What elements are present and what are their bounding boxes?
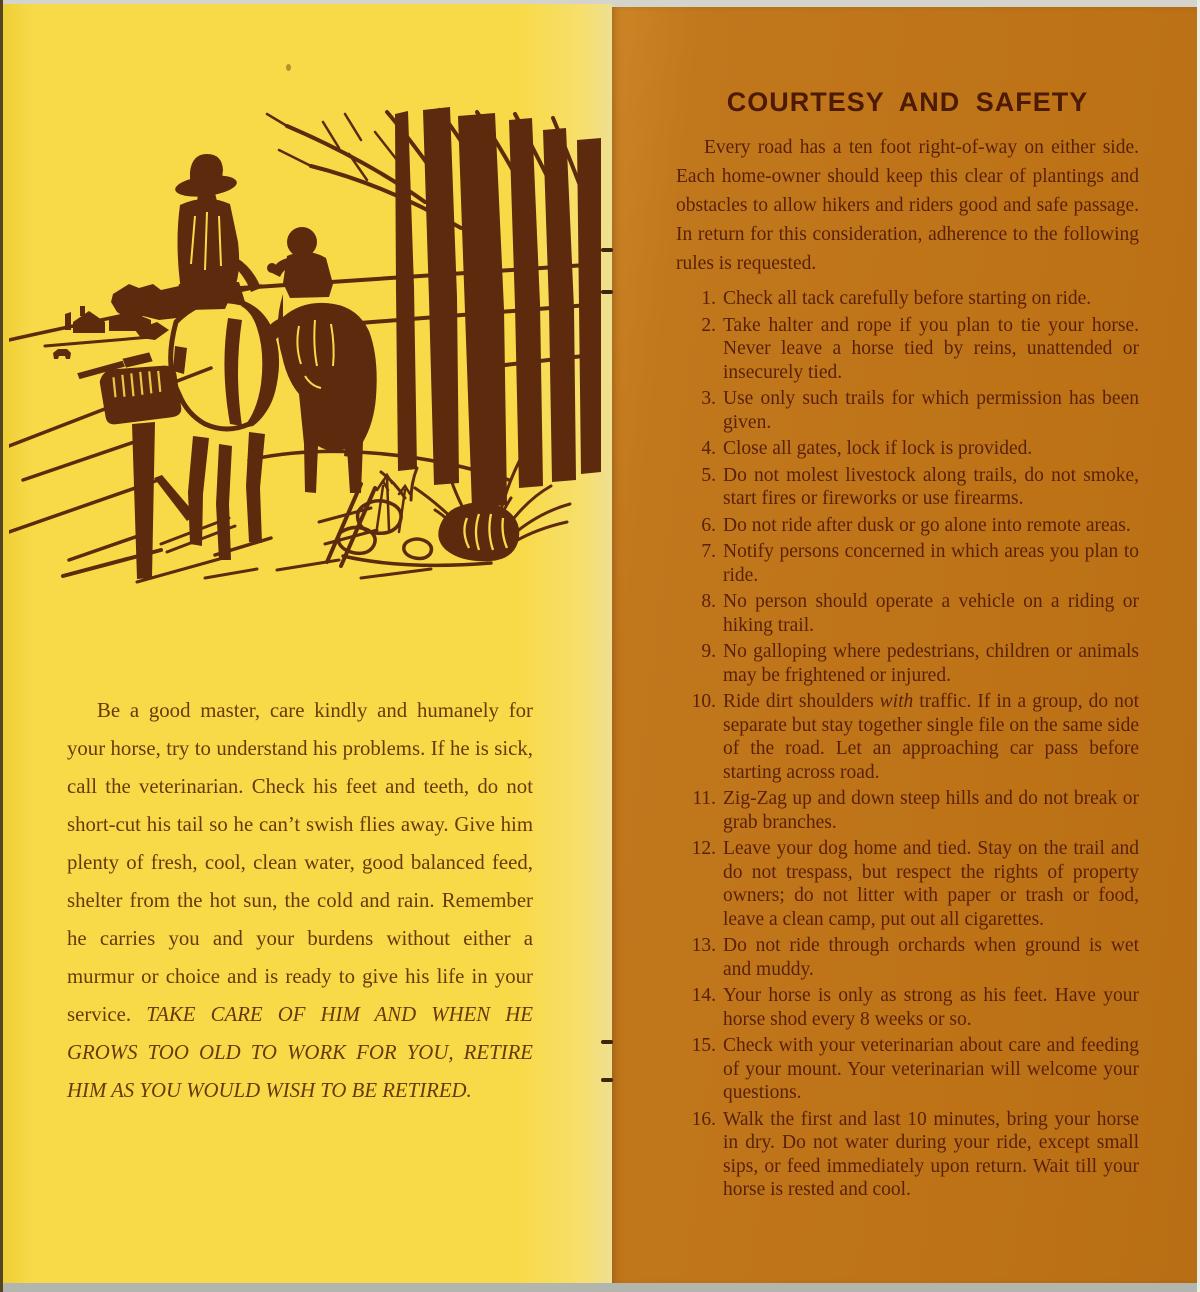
rule-text-pre: Do not molest livestock along trails, do not smoke, start fires or fireworks or use firearms. (723, 464, 1139, 509)
rule-text (723, 690, 1139, 784)
rule-number: 2. (701, 314, 716, 336)
rule-text-pre: Check with your veterinarian about care and feeding of your mount. Your veterinarian will welcome your questions. (723, 1035, 1139, 1103)
rule-text-pre: Check all tack carefully before starting on ride. (723, 288, 1092, 309)
rule-number: 10. (691, 691, 716, 712)
stirrup (173, 346, 187, 374)
second-horse (263, 294, 377, 493)
horse-care-paragraph (67, 692, 533, 1110)
ground-hash-mark (319, 484, 377, 566)
rule-text (723, 287, 1139, 311)
rule-number: 11. (692, 788, 716, 809)
spine-stitch (601, 1040, 613, 1044)
rule-text-pre: Take halter and rope if you plan to tie your horse. Never leave a horse tied by reins, unattended or insecurely tied. (723, 314, 1139, 383)
rule-item (676, 984, 1139, 1031)
rule-text (723, 464, 1139, 511)
rule-number: 15. (691, 1035, 716, 1056)
rule-text (723, 1034, 1139, 1105)
rule-item (676, 314, 1139, 385)
rule-text (723, 934, 1139, 981)
paper-speck (286, 64, 291, 71)
rule-item (676, 590, 1139, 637)
rule-number: 1. (701, 288, 716, 309)
rule-item (676, 437, 1139, 461)
rule-text (723, 514, 1139, 538)
rule-text-pre: Your horse is only as strong as his feet. Have your horse shod every 8 weeks or so. (723, 985, 1139, 1030)
rule-item (676, 540, 1139, 587)
rule-text (723, 640, 1139, 687)
intro-paragraph: Every road has a ten foot right-of-way on either side. Each home-owner should keep this clear of plantings and obstacles to allow hikers and riders good and safe passage. In return for this consideration, adherence to the following rules is requested. (676, 137, 1139, 274)
rule-item (676, 1108, 1139, 1202)
rule-text-pre: Notify persons concerned in which areas you plan to ride. (723, 541, 1139, 586)
horse-care-emphasis: TAKE CARE OF HIM AND WHEN HE GROWS TOO OLD TO WORK FOR YOU, RETIRE HIM AS YOU WOULD WISH TO BE RETIRED. (67, 1003, 533, 1102)
spine-stitch (601, 248, 613, 252)
rule-item (676, 787, 1139, 834)
rule-item (676, 287, 1139, 311)
rule-item (676, 464, 1139, 511)
rule-item (676, 690, 1139, 784)
rule-text-pre: No galloping where pedestrians, children or animals may be frightened or injured. (723, 641, 1139, 686)
rule-item (676, 387, 1139, 434)
spine-stitch (601, 1078, 613, 1082)
rule-number: 3. (701, 388, 716, 409)
rule-text-pre: Close all gates, lock if lock is provided. (723, 438, 1033, 459)
rule-text (723, 387, 1139, 434)
rule-text-pre: Do not ride through orchards when ground is wet and muddy. (723, 935, 1139, 980)
left-page (3, 4, 612, 1285)
rule-text (723, 984, 1139, 1031)
rule-number: 7. (701, 541, 716, 562)
rule-text (723, 590, 1139, 637)
lead-rider (174, 154, 245, 310)
rule-text-pre: Do not ride after dusk or go alone into remote areas. (723, 514, 1131, 536)
scan-edge-left (0, 0, 3, 1292)
horse-tail (224, 318, 242, 426)
rule-number: 6. (701, 514, 716, 536)
rule-text-post: traffic. If in a group, do not separate but stay together single file on the same side of the road. Let an approaching car pass before starting across road. (723, 691, 1139, 783)
rule-item (676, 640, 1139, 687)
rule-text-pre: Use only such trails for which permission has been given. (723, 388, 1139, 433)
rule-text-pre: No person should operate a vehicle on a riding or hiking trail. (723, 591, 1139, 636)
spine-stitch (601, 290, 613, 294)
rule-number: 14. (691, 985, 716, 1006)
rule-text (723, 787, 1139, 834)
rule-text-pre: Walk the first and last 10 minutes, bring your horse in dry. Do not water during your ride, except small sips, or feed immediately upon return. Wait till your horse is rested and cool. (723, 1108, 1139, 1200)
rule-item (676, 934, 1139, 981)
rule-number: 12. (691, 838, 716, 859)
trail-riders-illustration (9, 106, 601, 584)
horse-care-text: Be a good master, care kindly and humanely for your horse, try to understand his problems. If he is sick, call the veterinarian. Check his feet and teeth, do not short-cut his tail so he can’t swish flies away. Give him plenty of fresh, cool, clean water, good balanced feed, shelter from the hot sun, the cold and rain. Remember he carries you and your burdens without either a murmur or choice and is ready to give his life in your service. (67, 699, 533, 1026)
raised-hand (267, 263, 277, 273)
right-page (612, 7, 1197, 1284)
rule-item (676, 837, 1139, 931)
rule-text-emphasis: with (879, 691, 914, 712)
rule-number: 8. (701, 591, 716, 612)
rule-text (723, 837, 1139, 931)
rule-number: 4. (701, 438, 716, 459)
right-page-content (612, 7, 1197, 1202)
rule-text (723, 437, 1139, 461)
scan-edge-bottom (0, 1283, 1200, 1292)
rule-text-pre: Leave your dog home and tied. Stay on the trail and do not trespass, but respect the rights of property owners; do not litter with paper or trash or food, leave a clean camp, put out all cigarettes. (723, 838, 1139, 930)
rule-text-pre: Ride dirt shoulders (723, 691, 880, 712)
bare-trees (395, 107, 601, 508)
rule-item (676, 514, 1139, 538)
rule-text-pre: Zig-Zag up and down steep hills and do not break or grab branches. (723, 788, 1139, 833)
rule-number: 16. (691, 1108, 716, 1130)
rule-text (723, 314, 1139, 385)
cow-silhouette (53, 349, 71, 359)
rule-item (676, 1034, 1139, 1105)
rule-number: 5. (701, 464, 716, 486)
rule-number: 9. (701, 641, 716, 662)
rule-text (723, 540, 1139, 587)
rule-number: 13. (691, 935, 716, 956)
mailbox (63, 351, 235, 582)
rules-list (676, 287, 1139, 1202)
page-title: COURTESY AND SAFETY (726, 87, 1089, 117)
rule-text (723, 1108, 1139, 1202)
